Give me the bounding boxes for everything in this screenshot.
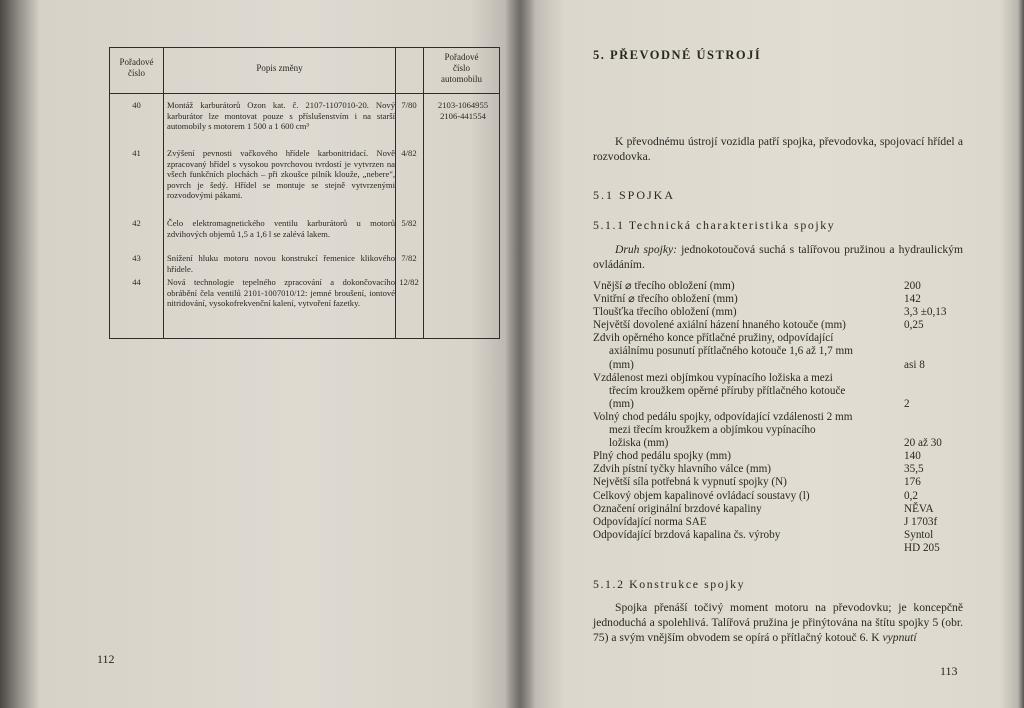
book-gutter-shadow bbox=[505, 0, 535, 708]
spec-label: Označení originální brzdové kapaliny bbox=[593, 502, 762, 515]
spec-label: (mm) bbox=[609, 358, 634, 371]
row-number: 42 bbox=[132, 218, 141, 228]
spec-value: 176 bbox=[904, 476, 921, 489]
spec-label: Tloušťka třecího obložení (mm) bbox=[593, 306, 737, 319]
row-number: 40 bbox=[132, 100, 141, 110]
spec-row bbox=[593, 437, 1006, 450]
spec-row bbox=[593, 332, 1006, 345]
construction-text: Spojka přenáší točivý moment motoru na převodovku; je koncepčně jednoduchá a spolehlivá. Talířová pružina je přinýtována na štítu spojky 5 (obr. 75) a svým vnějším obvodem se opírá o přítlačný kotouč 6. K bbox=[593, 601, 963, 644]
spec-value: 142 bbox=[904, 293, 921, 306]
spec-label: Vnější ⌀ třecího obložení (mm) bbox=[593, 280, 735, 292]
spec-row bbox=[593, 516, 1006, 529]
page-number-right: 113 bbox=[940, 664, 958, 678]
spec-value: 0,2 bbox=[904, 489, 918, 502]
intro-paragraph: K převodnému ústrojí vozidla patří spojka, převodovka, spojovací hřídel a rozvodovka. bbox=[593, 135, 963, 163]
spec-row bbox=[593, 424, 1006, 437]
spec-value: NĚVA bbox=[904, 502, 934, 515]
table-header-rule bbox=[110, 93, 499, 94]
spec-value: 3,3 ±0,13 bbox=[904, 306, 947, 319]
right-page bbox=[520, 0, 1024, 708]
row-description: Čelo elektromagnetického ventilu karburátorů u motorů zdvihových objemů 1,5 a 1,6 l se zalévá lakem. bbox=[167, 218, 395, 239]
spec-row bbox=[593, 476, 1006, 489]
row-date: 7/80 bbox=[401, 100, 417, 110]
row-description: Zvýšení pevnosti vačkového hřídele karbonitridací. Nově zpracovaný hřídel s vysokou povrchovou tvrdostí je vytvrzen na všech funkčních plochách – při zkoušce pilník klouže, „nebere", povrch je šedý. Hřídel se montuje se stejně vytvrzenými rozvodovými pákami. bbox=[167, 148, 395, 200]
spec-label: mezi třecím kroužkem a objímkou vypínacího bbox=[609, 424, 816, 437]
page-number-left: 112 bbox=[97, 652, 115, 666]
row-description: Nová technologie tepelného zpracování a dokončovacího obrábění čela ventilů 2101-1007010/12: jemné broušení, iontové nitridování, vysokofrekvenční kalení, vytvoření fazetky. bbox=[167, 277, 395, 308]
header-vehicle-number: Pořadové číslo automobilu bbox=[441, 52, 482, 84]
spec-row bbox=[593, 280, 1006, 293]
spec-row bbox=[593, 503, 1006, 516]
row-description: Snížení hluku motoru novou konstrukcí řemenice klikového hřídele. bbox=[167, 253, 395, 274]
spec-value: 200 bbox=[904, 280, 921, 292]
row-number: 44 bbox=[132, 277, 141, 287]
spec-value: J 1703f bbox=[904, 515, 938, 528]
construction-text-italic: vypnutí bbox=[882, 631, 917, 644]
clutch-type-paragraph bbox=[593, 242, 963, 272]
spec-label: Plný chod pedálu spojky (mm) bbox=[593, 450, 731, 463]
spec-row bbox=[593, 450, 1006, 463]
row-vehicle: 2103-1064955 2106-441554 bbox=[437, 100, 489, 121]
construction-paragraph bbox=[593, 600, 963, 645]
spec-value: 20 až 30 bbox=[904, 437, 942, 450]
spec-label: Největší síla potřebná k vypnutí spojky (N) bbox=[593, 476, 787, 489]
subsection-heading-1: 5.1.1 Technická charakteristika spojky bbox=[593, 218, 836, 232]
spec-value: 2 bbox=[904, 397, 910, 410]
spec-label: Celkový objem kapalinové ovládací soustavy (l) bbox=[593, 489, 810, 502]
spec-row bbox=[593, 463, 1006, 476]
spec-label: Zdvih opěrného konce přítlačné pružiny, odpovídající bbox=[593, 332, 834, 345]
table-divider bbox=[395, 48, 396, 338]
row-number: 43 bbox=[132, 253, 141, 263]
table-divider bbox=[423, 48, 424, 338]
spec-value: 0,25 bbox=[904, 319, 924, 332]
subsection-heading-2: 5.1.2 Konstrukce spojky bbox=[593, 577, 746, 591]
row-number: 41 bbox=[132, 148, 141, 158]
spec-label: axiálnímu posunutí přítlačného kotouče 1,6 až 1,7 mm bbox=[609, 345, 853, 358]
spec-label: Vzdálenost mezi objímkou vypínacího ložiska a mezi bbox=[593, 371, 833, 384]
spec-row bbox=[593, 542, 1006, 555]
spec-label: ložiska (mm) bbox=[609, 437, 669, 450]
spec-row bbox=[593, 411, 1006, 424]
row-date: 12/82 bbox=[399, 277, 419, 287]
spec-row bbox=[593, 372, 1006, 385]
spec-row bbox=[593, 529, 1006, 542]
spec-row bbox=[593, 306, 1006, 319]
spec-value: 140 bbox=[904, 450, 921, 463]
spec-value: asi 8 bbox=[904, 358, 925, 371]
row-date: 4/82 bbox=[401, 148, 417, 158]
spec-value: 35,5 bbox=[904, 463, 924, 476]
spec-label: Největší dovolené axiální házení hnaného kotouče (mm) bbox=[593, 319, 846, 332]
spec-row bbox=[593, 345, 1006, 358]
clutch-type-text: jednokotoučová suchá s talířovou pružinou a hydraulickým ovládáním. bbox=[593, 243, 963, 271]
modification-table bbox=[109, 47, 500, 339]
spec-row bbox=[593, 490, 1006, 503]
spec-label: Odpovídající brzdová kapalina čs. výroby bbox=[593, 528, 781, 541]
table-divider bbox=[163, 48, 164, 338]
spec-value: HD 205 bbox=[904, 541, 940, 554]
spec-row bbox=[593, 293, 1006, 306]
spec-value: Syntol bbox=[904, 528, 934, 541]
spec-label: Odpovídající norma SAE bbox=[593, 515, 707, 528]
spec-list bbox=[593, 280, 1006, 555]
chapter-title: 5. PŘEVODNÉ ÚSTROJÍ bbox=[593, 48, 762, 62]
section-heading: 5.1 SPOJKA bbox=[593, 188, 676, 202]
spec-label: Zdvih pístní tyčky hlavního válce (mm) bbox=[593, 463, 772, 476]
row-date: 5/82 bbox=[401, 218, 417, 228]
clutch-type-label: Druh spojky: bbox=[615, 243, 678, 256]
spec-row bbox=[593, 319, 1006, 332]
row-description: Montáž karburátorů Ozon kat. č. 2107-1107010-20. Nový karburátor lze montovat pouze s příslušenstvím i na starší automobily s motorem 1 500 a 1 600 cm³ bbox=[167, 100, 395, 131]
spec-label: Vnitřní ⌀ třecího obložení (mm) bbox=[593, 293, 738, 306]
header-description: Popis změny bbox=[256, 63, 303, 73]
spec-row bbox=[593, 385, 1006, 398]
spec-row bbox=[593, 398, 1006, 411]
row-date: 7/82 bbox=[401, 253, 417, 263]
header-order-number: Pořadové číslo bbox=[119, 57, 154, 78]
spec-label: Volný chod pedálu spojky, odpovídající vzdálenosti 2 mm bbox=[593, 410, 853, 423]
spec-label: (mm) bbox=[609, 397, 634, 410]
spec-row bbox=[593, 359, 1006, 372]
spec-label: třecím kroužkem opěrné příruby přítlačného kotouče bbox=[609, 384, 846, 397]
